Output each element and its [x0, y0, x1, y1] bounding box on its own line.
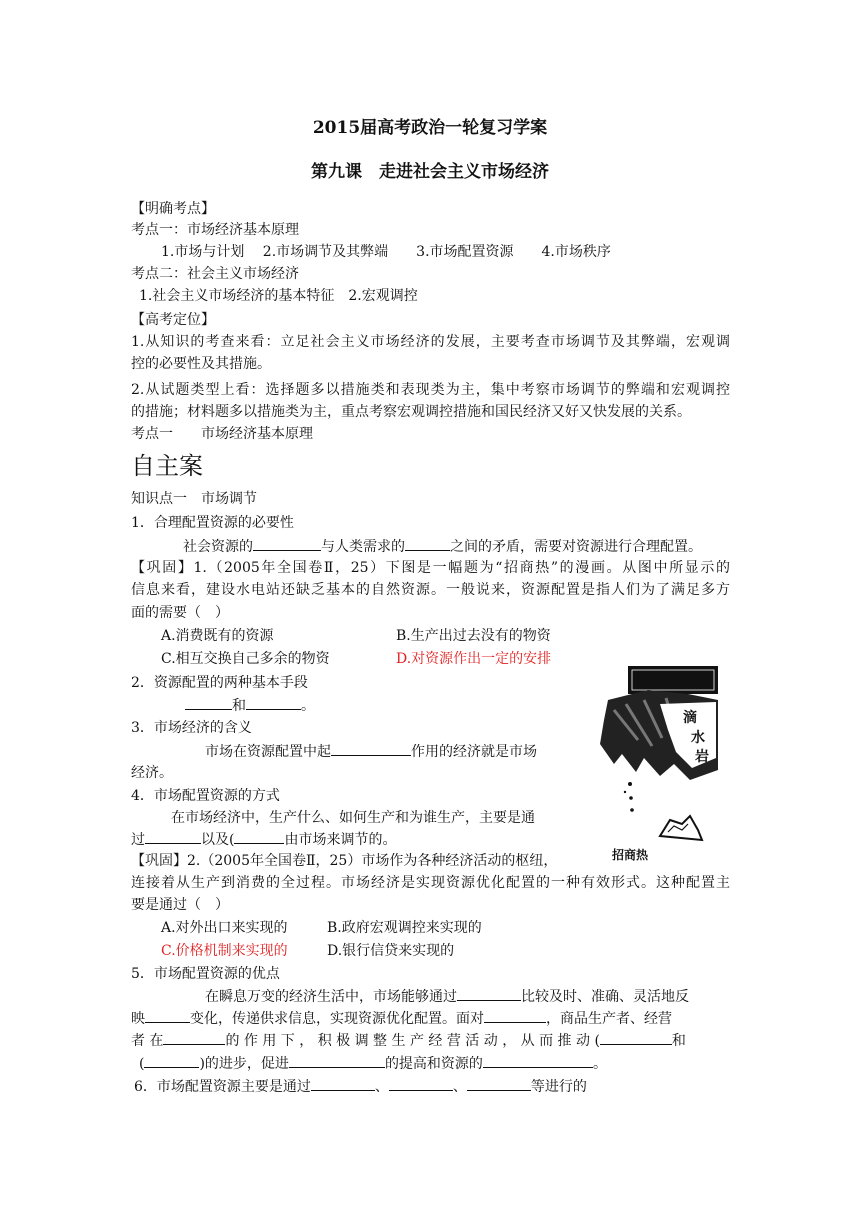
water-drop	[628, 782, 632, 786]
fill-blank-line	[131, 1008, 672, 1029]
outline-line: 1.社会主义市场经济的基本特征 2.宏观调控	[139, 288, 418, 304]
option-a: A.消费既有的资源	[161, 628, 274, 644]
blank	[600, 1030, 672, 1045]
blank	[185, 695, 232, 710]
option-d-answer: D.对资源作出一定的安排	[396, 651, 552, 667]
blank	[253, 536, 321, 551]
fill-blank-line	[183, 536, 702, 557]
exercise-line: 要是通过（ ）	[131, 897, 229, 913]
lesson-title: 第九课 走进社会主义市场经济	[311, 162, 549, 182]
blank	[457, 986, 521, 1001]
option-a: A.对外出口来实现的	[161, 920, 288, 936]
blank	[289, 1053, 385, 1068]
outline-line: 【明确考点】	[131, 201, 215, 217]
text: 6．市场配置资源主要是通过	[134, 1079, 311, 1095]
fill-blank-line	[131, 1030, 686, 1051]
text: 在瞬息万变的经济生活中，市场能够通过	[205, 989, 457, 1005]
text: 、	[452, 1079, 467, 1095]
fill-blank-line	[185, 695, 315, 716]
water-drop	[630, 808, 634, 812]
ground-mound	[660, 816, 702, 840]
exercise-line: 【巩固】1.（2005年全国卷Ⅱ，25）下图是一幅题为“招商热”的漫画。从图中所显示的	[131, 560, 730, 576]
water-drop	[629, 796, 633, 800]
exercise-line: 信息来看，建设水电站还缺乏基本的自然资源。一般说来，资源配置是指人们为了满足多方	[131, 582, 730, 598]
text: 映	[131, 1011, 145, 1027]
blank	[234, 829, 284, 844]
exercise-line: 面的需要（ ）	[131, 605, 229, 621]
text: 与人类需求的	[321, 539, 405, 555]
outline-line: 考点一：市场经济基本原理	[131, 222, 299, 238]
text: ，商品生产者、经营	[546, 1011, 672, 1027]
outline-line: 考点二：社会主义市场经济	[131, 266, 299, 282]
text: 之间的矛盾，需要对资源进行合理配置。	[450, 539, 702, 555]
subheading: 3．市场经济的含义	[131, 720, 252, 736]
blank	[483, 1053, 593, 1068]
fill-blank-line	[131, 829, 396, 850]
rock-label-char: 岩	[695, 749, 709, 765]
blank	[389, 1076, 453, 1091]
rock-label-char: 滴	[683, 710, 697, 726]
blank	[311, 1076, 375, 1091]
outline-line: 的措施；材料题多以措施类为主，重点考察宏观调控措施和国民经济又好又快发展的关系。	[131, 404, 691, 420]
subheading: 1．合理配置资源的必要性	[131, 515, 294, 531]
cartoon-caption: 招商热	[612, 848, 649, 862]
text: 等进行的	[530, 1079, 587, 1095]
option-c-answer: C.价格机制来实现的	[161, 943, 288, 959]
option-b: B.生产出过去没有的物资	[396, 628, 551, 644]
fill-blank-line	[139, 1053, 607, 1074]
cartoon-illustration	[578, 660, 723, 865]
exercise-line: 【巩固】2.（2005年全国卷Ⅱ，25）市场作为各种经济活动的枢纽，	[131, 853, 558, 869]
blank	[163, 1030, 225, 1045]
exercise-line: 连接着从生产到消费的全过程。市场经济是实现资源优化配置的一种有效形式。这种配置主	[131, 875, 730, 891]
blank	[145, 829, 201, 844]
water-drop	[624, 791, 626, 793]
document-title: 2015届高考政治一轮复习学案	[312, 118, 548, 138]
blank	[405, 536, 450, 551]
outline-line: 1.市场与计划 2.市场调节及其弊端 3.市场配置资源 4.市场秩序	[161, 244, 611, 260]
text: 社会资源的	[183, 539, 253, 555]
text: 以及(	[201, 832, 235, 848]
subheading: 2．资源配置的两种基本手段	[131, 675, 308, 691]
text: 过	[131, 832, 145, 848]
blank	[246, 695, 301, 710]
blank	[484, 1008, 546, 1023]
text-line: 经济。	[131, 765, 173, 781]
blank	[144, 1053, 199, 1068]
subheading: 5．市场配置资源的优点	[131, 966, 280, 982]
blank	[467, 1076, 531, 1091]
text: 由市场来调节的。	[284, 832, 397, 848]
outline-line: 考点一 市场经济基本原理	[131, 426, 313, 442]
option-b: B.政府宏观调控来实现的	[327, 920, 482, 936]
text: 市场在资源配置中起	[205, 744, 331, 760]
ground-texture	[668, 824, 688, 832]
text: 变化，传递供求信息，实现资源优化配置。面对	[190, 1011, 484, 1027]
text: 。	[301, 698, 315, 714]
knowledge-point-heading: 知识点一 市场调节	[131, 491, 257, 507]
outline-line: 2.从试题类型上看：选择题多以措施类和表现类为主，集中考察市场调节的弊端和宏观调控	[131, 382, 730, 398]
rock-label-char: 水	[691, 730, 705, 746]
text: )的进步，促进	[199, 1056, 289, 1072]
option-c: C.相互交换自己多余的物资	[161, 651, 330, 667]
text: 的 作 用 下 ， 积 极 调 整 生 产 经 营 活 动 ， 从 而 推 动 (	[225, 1033, 600, 1049]
text: 者 在	[131, 1033, 164, 1049]
section-title: 自主案	[131, 452, 203, 480]
text: 比较及时、准确、灵活地反	[521, 989, 689, 1005]
outline-line: 【高考定位】	[131, 312, 215, 328]
text: 的提高和资源的	[384, 1056, 483, 1072]
text: 。	[592, 1056, 607, 1072]
fill-blank-line	[134, 1076, 587, 1097]
text: 和	[671, 1033, 686, 1049]
blank	[331, 741, 411, 756]
text-line: 在市场经济中，生产什么、如何生产和为谁生产，主要是通	[171, 810, 535, 826]
fill-blank-line	[205, 986, 689, 1007]
blank	[145, 1008, 190, 1023]
text: 、	[374, 1079, 389, 1095]
outline-line: 控的必要性及其措施。	[131, 356, 271, 372]
text: 和	[232, 698, 246, 714]
fill-blank-line	[205, 741, 537, 762]
outline-line: 1.从知识的考查来看：立足社会主义市场经济的发展，主要考查市场调节及其弊端，宏观调	[131, 334, 730, 350]
text: 作用的经济就是市场	[411, 744, 537, 760]
text: (	[139, 1056, 145, 1072]
option-d: D.银行信贷来实现的	[327, 943, 455, 959]
subheading: 4．市场配置资源的方式	[131, 788, 280, 804]
